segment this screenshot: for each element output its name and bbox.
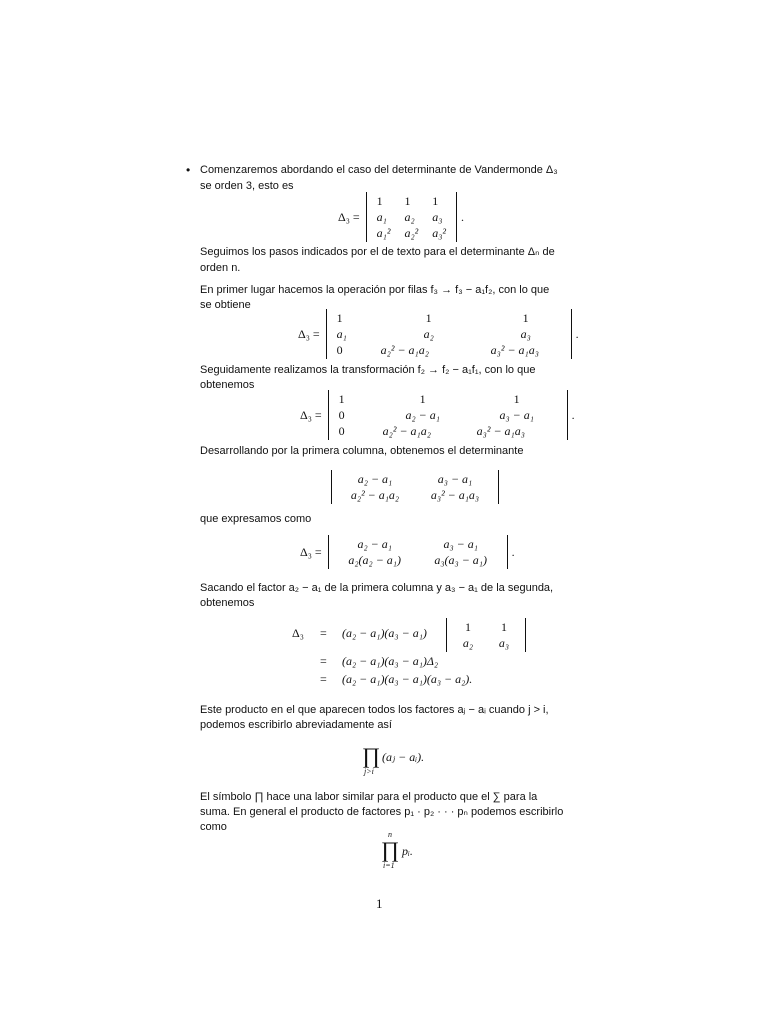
det1-cell: a₂² xyxy=(404,225,419,240)
det6-cell: a₃ xyxy=(498,635,510,650)
det3-cell: a₂² − a₁a₂ xyxy=(382,423,431,438)
equation-6-rel-1: = xyxy=(320,626,327,640)
determinant-4 xyxy=(331,470,499,504)
determinant-6 xyxy=(446,618,526,652)
equation-1-period: . xyxy=(461,209,465,224)
det1-cell: 1 xyxy=(432,193,439,208)
det2-cell: a₃ xyxy=(520,326,531,341)
equation-1-lhs: Δ₃ = xyxy=(338,209,360,224)
det4-cell: a₂ − a₁ xyxy=(357,471,393,486)
equation-5 xyxy=(300,535,515,569)
equation-3-lhs: Δ₃ = xyxy=(300,407,322,422)
product-subscript: j>i xyxy=(364,767,374,776)
page-number: 1 xyxy=(376,896,383,911)
equation-6-row-2: (a₂ − a₁)(a₃ − a₁)Δ₂ xyxy=(342,654,439,668)
equation-6-row-3: (a₂ − a₁)(a₃ − a₁)(a₃ − a₂). xyxy=(342,672,473,686)
paragraph-3-line-2: se obtiene xyxy=(200,299,251,311)
paragraph-8-line-1: Este producto en el que aparecen todos los factores aⱼ − aᵢ cuando j > i, xyxy=(200,704,549,716)
equation-6-row-1-factor: (a₂ − a₁)(a₃ − a₁) xyxy=(342,626,427,640)
paragraph-2-line-2: orden n. xyxy=(200,262,241,274)
equation-8 xyxy=(381,830,441,872)
det5-cell: a₃ − a₁ xyxy=(443,536,478,551)
det3-cell: a₂ − a₁ xyxy=(405,407,440,422)
det3-cell: 1 xyxy=(419,391,426,406)
paragraph-8-line-2: podemos escribirlo abreviadamente así xyxy=(200,719,392,731)
det6-cell: 1 xyxy=(501,619,507,634)
product-superscript: n xyxy=(388,830,392,839)
product-subscript: i=1 xyxy=(383,861,395,870)
det1-cell: 1 xyxy=(404,193,411,208)
equation-3-period: . xyxy=(571,407,575,422)
equation-6-rel-3: = xyxy=(320,672,327,686)
equation-2 xyxy=(298,309,579,359)
product-body: (aⱼ − aᵢ). xyxy=(382,750,425,764)
determinant-2 xyxy=(326,309,572,359)
paragraph-7-line-1: Sacando el factor a₂ − a₁ de la primera columna y a₃ − a₁ de la segunda, xyxy=(200,582,554,594)
paragraph-9-line-1: El símbolo ∏ hace una labor similar para el producto que el ∑ para la xyxy=(200,791,538,803)
paragraph-9-line-2: suma. En general el producto de factores p₁ · p₂ · · · pₙ podemos escribirlo xyxy=(200,806,564,818)
det2-cell: a₂ xyxy=(423,326,434,341)
equation-4 xyxy=(331,470,499,504)
equation-6-rel-2: = xyxy=(320,654,327,668)
det5-cell: a₂(a₂ − a₁) xyxy=(348,552,401,567)
det3-cell: 1 xyxy=(513,391,520,406)
determinant-5 xyxy=(328,535,508,569)
paragraph-9-line-3: como xyxy=(200,821,227,833)
det1-cell: a₁ xyxy=(376,209,387,224)
paragraph-3-line-1: En primer lugar hacemos la operación por filas f₃ → f₃ − a₁f₂, con lo que xyxy=(200,284,550,296)
det3-cell: a₃ − a₁ xyxy=(499,407,534,422)
equation-3 xyxy=(300,390,575,440)
equation-1 xyxy=(338,192,464,242)
det1-cell: a₃² xyxy=(432,225,447,240)
det5-cell: a₃(a₃ − a₁) xyxy=(434,552,487,567)
product-body: pᵢ. xyxy=(402,844,413,858)
paragraph-7-line-2: obtenemos xyxy=(200,597,255,609)
paragraph-4-line-2: obtenemos xyxy=(200,379,255,391)
paragraph-2-line-1: Seguimos los pasos indicados por el de texto para el determinante Δₙ de xyxy=(200,246,555,258)
det2-cell: 0 xyxy=(336,342,343,357)
det1-cell: a₁² xyxy=(376,225,391,240)
det3-cell: 0 xyxy=(338,407,345,422)
det1-cell: a₃ xyxy=(432,209,443,224)
det2-cell: 1 xyxy=(522,310,529,325)
det3-cell: a₃² − a₁a₃ xyxy=(476,423,525,438)
determinant-1 xyxy=(366,192,457,242)
det1-cell: 1 xyxy=(376,193,383,208)
bullet-marker: • xyxy=(186,163,191,177)
paragraph-1-line-1: Comenzaremos abordando el caso del determinante de Vandermonde Δ₃ xyxy=(200,164,558,176)
det4-cell: a₃ − a₁ xyxy=(437,471,473,486)
equation-5-period: . xyxy=(511,544,515,559)
equation-7 xyxy=(362,745,462,779)
equation-5-lhs: Δ₃ = xyxy=(300,544,322,559)
det2-cell: 1 xyxy=(425,310,432,325)
det6-cell: a₂ xyxy=(462,635,474,650)
equation-6-lhs: Δ₃ xyxy=(292,626,304,640)
paragraph-6: que expresamos como xyxy=(200,513,312,525)
paragraph-4-line-1: Seguidamente realizamos la transformación f₂ → f₂ − a₁f₁, con lo que xyxy=(200,364,536,376)
paragraph-5: Desarrollando por la primera columna, obtenemos el determinante xyxy=(200,445,524,457)
det6-cell: 1 xyxy=(465,619,471,634)
det3-cell: 0 xyxy=(338,423,345,438)
det4-cell: a₂² − a₁a₂ xyxy=(350,487,400,502)
det5-cell: a₂ − a₁ xyxy=(357,536,392,551)
paragraph-1-line-2: se orden 3, esto es xyxy=(200,180,294,192)
determinant-3 xyxy=(328,390,568,440)
det4-cell: a₃² − a₁a₃ xyxy=(430,487,480,502)
equation-2-period: . xyxy=(575,326,579,341)
equation-6 xyxy=(292,618,512,690)
product-symbol: ∏ xyxy=(362,743,381,768)
equation-2-lhs: Δ₃ = xyxy=(298,326,320,341)
det2-cell: a₃² − a₁a₃ xyxy=(490,342,539,357)
det2-cell: a₂² − a₁a₂ xyxy=(380,342,429,357)
product-symbol: ∏ xyxy=(381,837,400,862)
det2-cell: 1 xyxy=(336,310,343,325)
det2-cell: a₁ xyxy=(336,326,347,341)
det1-cell: a₂ xyxy=(404,209,415,224)
det3-cell: 1 xyxy=(338,391,345,406)
